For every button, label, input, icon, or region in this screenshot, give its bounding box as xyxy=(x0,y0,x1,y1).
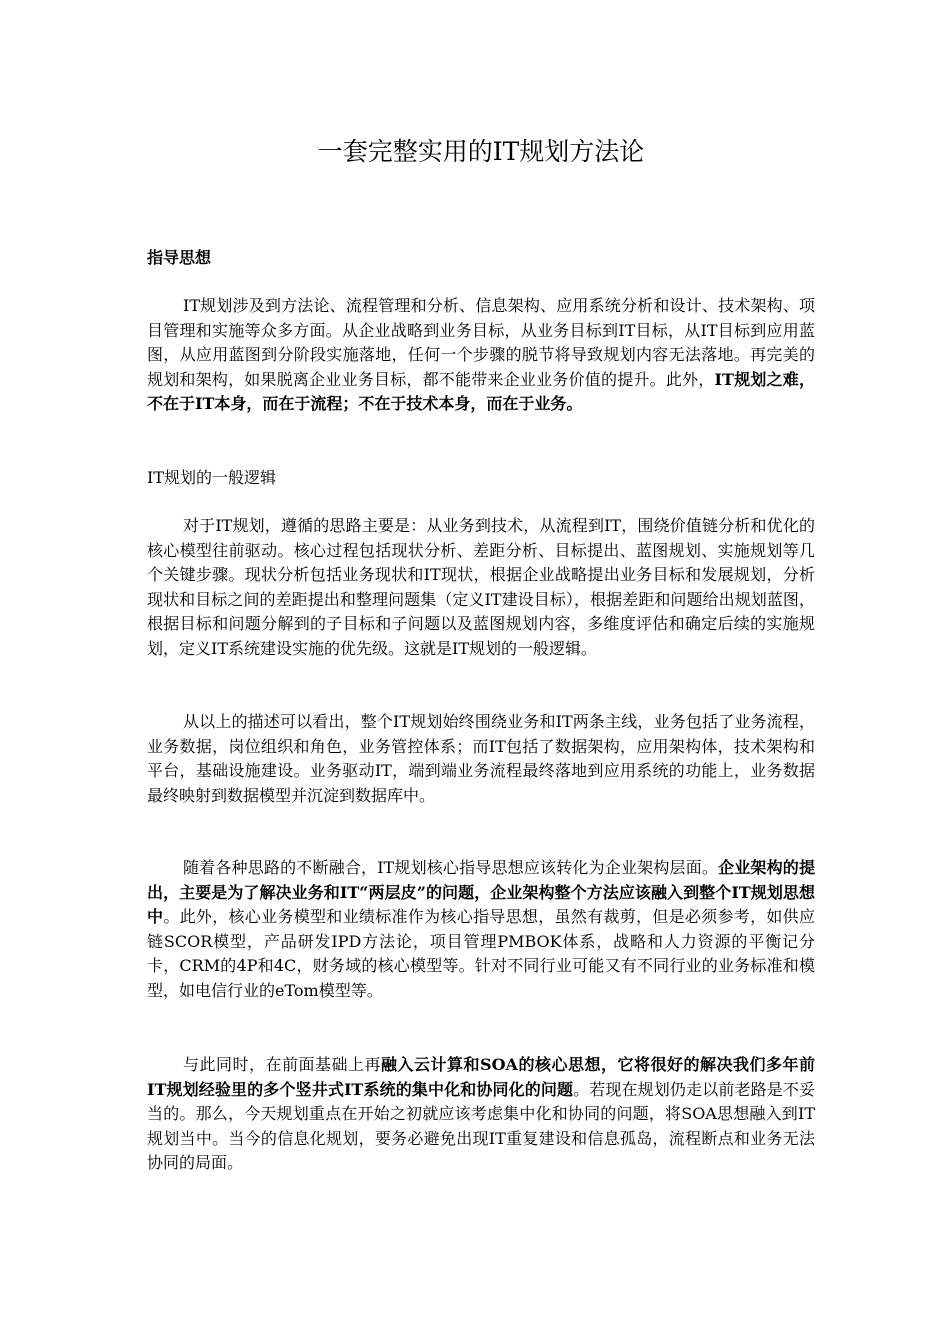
paragraph-5-text: 随着各种思路的不断融合，IT规划核心指导思想应该转化为企业架构层面。 xyxy=(183,858,719,877)
paragraph-5 xyxy=(147,856,815,1003)
paragraph-1-text: IT规划涉及到方法论、流程管理和分析、信息架构、应用系统分析和设计、技术架构、项目管理和实施等众多方面。从企业战略到业务目标，从业务目标到IT目标，从IT目标到应用蓝图，从应用蓝图到分阶段实施落地，任何一个步骤的脱节将导致规划内容无法落地。再完美的规划和架构，如果脱离企业业务目标，都不能带来企业业务价值的提升。此外， xyxy=(147,296,815,389)
paragraph-2-text: IT规划的一般逻辑 xyxy=(147,468,276,487)
document-title: 一套完整实用的IT规划方法论 xyxy=(317,137,645,166)
paragraph-1 xyxy=(147,294,815,417)
paragraph-4-text: 从以上的描述可以看出，整个IT规划始终围绕业务和IT两条主线，业务包括了业务流程，业务数据，岗位组织和角色，业务管控体系；而IT包括了数据架构，应用架构体，技术架构和平台，基础设施建设。业务驱动IT，端到端业务流程最终落地到应用系统的功能上，业务数据最终映射到数据模型并沉淀到数据库中。 xyxy=(147,712,815,805)
paragraph-4 xyxy=(147,710,815,808)
section-heading: 指导思想 xyxy=(147,248,212,267)
paragraph-6 xyxy=(147,1053,815,1176)
paragraph-5-text-2: 。此外，核心业务模型和业绩标准作为核心指导思想，虽然有裁剪，但是必须参考，如供应链SCOR模型，产品研发IPD方法论，项目管理PMBOK体系，战略和人力资源的平衡记分卡，CRM的4P和4C，财务域的核心模型等。针对不同行业可能又有不同行业的业务标准和模型，如电信行业的eTom模型等。 xyxy=(147,907,815,1000)
paragraph-6-text-2: 。若现在规划仍走以前老路是不妥当的。那么，今天规划重点在开始之初就应该考虑集中化和协同的问题，将SOA思想融入到IT规划当中。当今的信息化规划，要务必避免出现IT重复建设和信息孤岛，流程断点和业务无法协同的局面。 xyxy=(147,1079,815,1172)
paragraph-5-bold: 企业架构的提出，主要是为了解决业务和IT“两层皮”的问题，企业架构整个方法应该融入到整个IT规划思想中 xyxy=(147,858,815,926)
paragraph-1-bold: IT规划之难，不在于IT本身，而在于流程；不在于技术本身，而在于业务。 xyxy=(147,369,815,413)
paragraph-3-text: 对于IT规划，遵循的思路主要是：从业务到技术，从流程到IT，围绕价值链分析和优化的核心模型往前驱动。核心过程包括现状分析、差距分析、目标提出、蓝图规划、实施规划等几个关键步骤。现状分析包括业务现状和IT现状，根据企业战略提出业务目标和发展规划，分析现状和目标之间的差距提出和整理问题集（定义IT建设目标），根据差距和问题给出规划蓝图，根据目标和问题分解到的子目标和子问题以及蓝图规划内容，多维度评估和确定后续的实施规划，定义IT系统建设实施的优先级。这就是IT规划的一般逻辑。 xyxy=(147,516,815,658)
paragraph-6-bold: 融入云计算和SOA的核心思想，它将很好的解决我们多年前IT规划经验里的多个竖井式IT系统的集中化和协同化的问题 xyxy=(147,1055,815,1099)
paragraph-6-text: 与此同时，在前面基础上再 xyxy=(183,1055,382,1074)
paragraph-2 xyxy=(147,466,815,491)
paragraph-3 xyxy=(147,514,815,661)
